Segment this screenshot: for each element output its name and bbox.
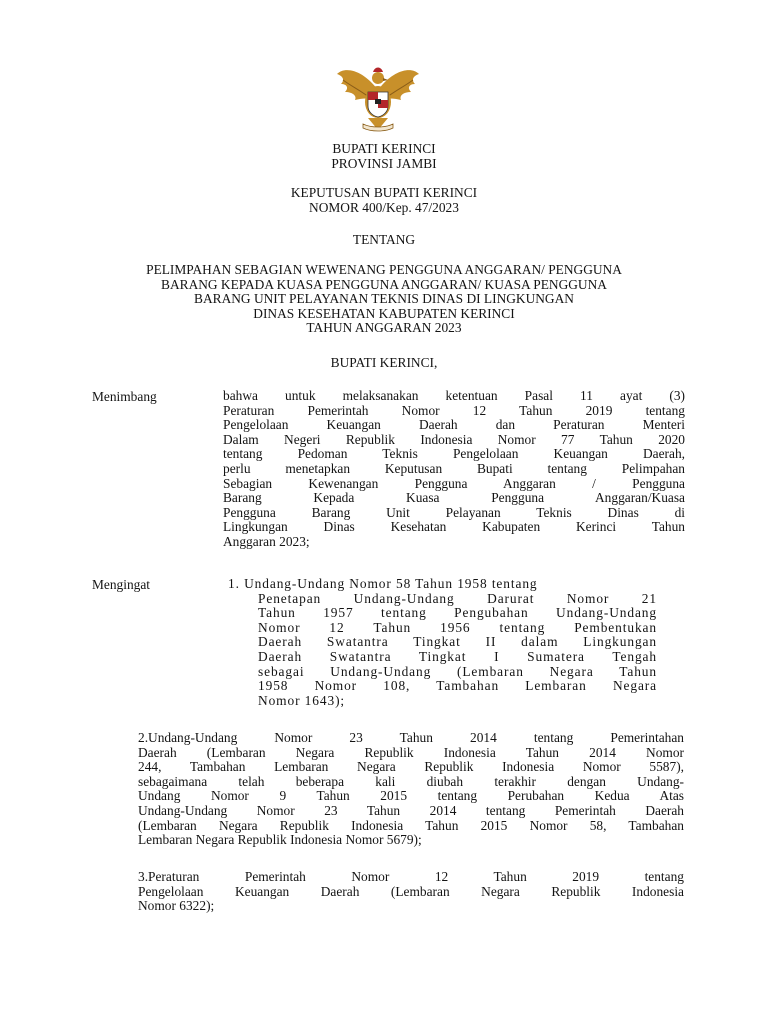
text-line: Lingkungan Dinas Kesehatan Kabupaten Kerinci Tahun bbox=[223, 519, 685, 535]
text-line: Sebagian Kewenangan Pengguna Anggaran / Pengguna bbox=[223, 475, 685, 491]
header-block bbox=[0, 142, 768, 171]
mengingat-item-2 bbox=[138, 731, 684, 848]
text-line: Peraturan Pemerintah Nomor 12 Tahun 2019 tentang bbox=[223, 402, 685, 418]
text-line: 3.Peraturan Pemerintah Nomor 12 Tahun 2019 tentang bbox=[138, 869, 684, 884]
text-line: Nomor 1643); bbox=[258, 692, 346, 708]
about-heading: TENTANG bbox=[352, 232, 416, 247]
menimbang-paragraph bbox=[223, 389, 685, 550]
text-line: Barang Kepada Kuasa Pengguna Anggaran/Kuasa bbox=[223, 490, 685, 506]
text-line: Daerah Swatantra Tingkat I Sumatera Tengah bbox=[258, 648, 657, 664]
text-line: Lembaran Negara Republik Indonesia Nomor 5679); bbox=[138, 832, 422, 848]
decree-heading bbox=[0, 186, 768, 215]
decree-number: NOMOR 400/Kep. 47/2023 bbox=[309, 199, 459, 215]
text-line: Tahun 1957 tentang Pengubahan Undang-Undang bbox=[258, 605, 657, 621]
subject-line: PELIMPAHAN SEBAGIAN WEWENANG PENGGUNA ANGGARAN/ PENGGUNA bbox=[146, 262, 622, 277]
text-line: Pengguna Barang Unit Pelayanan Teknis Dinas di bbox=[223, 504, 685, 520]
authority-heading: BUPATI KERINCI, bbox=[330, 355, 438, 370]
text-line: sebagai Undang-Undang (Lembaran Negara Tahun bbox=[258, 663, 657, 679]
subject-line: BARANG UNIT PELAYANAN TEKNIS DINAS DI LINGKUNGAN bbox=[194, 291, 574, 306]
subject-line: BARANG KEPADA KUASA PENGGUNA ANGGARAN/ KUASA PENGGUNA bbox=[161, 276, 607, 292]
subject-line: TAHUN ANGGARAN 2023 bbox=[306, 320, 462, 335]
text-line: (Lembaran Negara Republik Indonesia Tahun 2015 Nomor 58, Tambahan bbox=[138, 817, 684, 833]
menimbang-label: Menimbang bbox=[92, 389, 157, 404]
mengingat-label: Mengingat bbox=[92, 577, 151, 592]
text-line: Anggaran 2023; bbox=[223, 533, 310, 549]
mengingat-item-1-first bbox=[228, 577, 653, 592]
text-line: bahwa untuk melaksanakan ketentuan Pasal 11 ayat (3) bbox=[223, 388, 685, 403]
decree-title: KEPUTUSAN BUPATI KERINCI bbox=[290, 185, 478, 200]
garuda-emblem-icon bbox=[333, 60, 423, 136]
text-line: Nomor 12 Tahun 1956 tentang Pembentukan bbox=[258, 619, 657, 635]
text-line: 244, Tambahan Lembaran Negara Republik Indonesia Nomor 5587), bbox=[138, 759, 684, 775]
text-line: sebagaimana telah beberapa kali diubah terakhir dengan Undang- bbox=[138, 773, 684, 789]
text-line: Dalam Negeri Republik Indonesia Nomor 77 Tahun 2020 bbox=[223, 431, 685, 447]
text-line: 1958 Nomor 108, Tambahan Lembaran Negara bbox=[258, 678, 657, 694]
text-line: 2.Undang-Undang Nomor 23 Tahun 2014 tentang Pemerintahan bbox=[138, 730, 684, 745]
text-line: Nomor 6322); bbox=[138, 898, 215, 914]
subject-block bbox=[0, 263, 768, 336]
text-line: Pengelolaan Keuangan Daerah dan Peraturan Menteri bbox=[223, 417, 685, 433]
text-line: 1. Undang-Undang Nomor 58 Tahun 1958 tentang bbox=[228, 576, 538, 591]
regent-title: BUPATI KERINCI bbox=[332, 141, 436, 156]
text-line: Pengelolaan Keuangan Daerah (Lembaran Negara Republik Indonesia bbox=[138, 883, 684, 899]
text-line: Undang-Undang Nomor 23 Tahun 2014 tentang Pemerintah Daerah bbox=[138, 802, 684, 818]
text-line: Undang Nomor 9 Tahun 2015 tentang Perubahan Kedua Atas bbox=[138, 788, 684, 804]
text-line: Daerah Swatantra Tingkat II dalam Lingkungan bbox=[258, 634, 657, 650]
text-line: Penetapan Undang-Undang Darurat Nomor 21 bbox=[258, 590, 657, 606]
mengingat-item-1 bbox=[258, 592, 657, 709]
text-line: perlu menetapkan Keputusan Bupati tentang Pelimpahan bbox=[223, 460, 685, 476]
mengingat-item-3 bbox=[138, 870, 684, 914]
subject-line: DINAS KESEHATAN KABUPATEN KERINCI bbox=[253, 305, 515, 321]
province-title: PROVINSI JAMBI bbox=[331, 155, 437, 171]
text-line: Daerah (Lembaran Negara Republik Indonesia Tahun 2014 Nomor bbox=[138, 744, 684, 760]
text-line: tentang Pedoman Teknis Pengelolaan Keuangan Daerah, bbox=[223, 446, 685, 462]
